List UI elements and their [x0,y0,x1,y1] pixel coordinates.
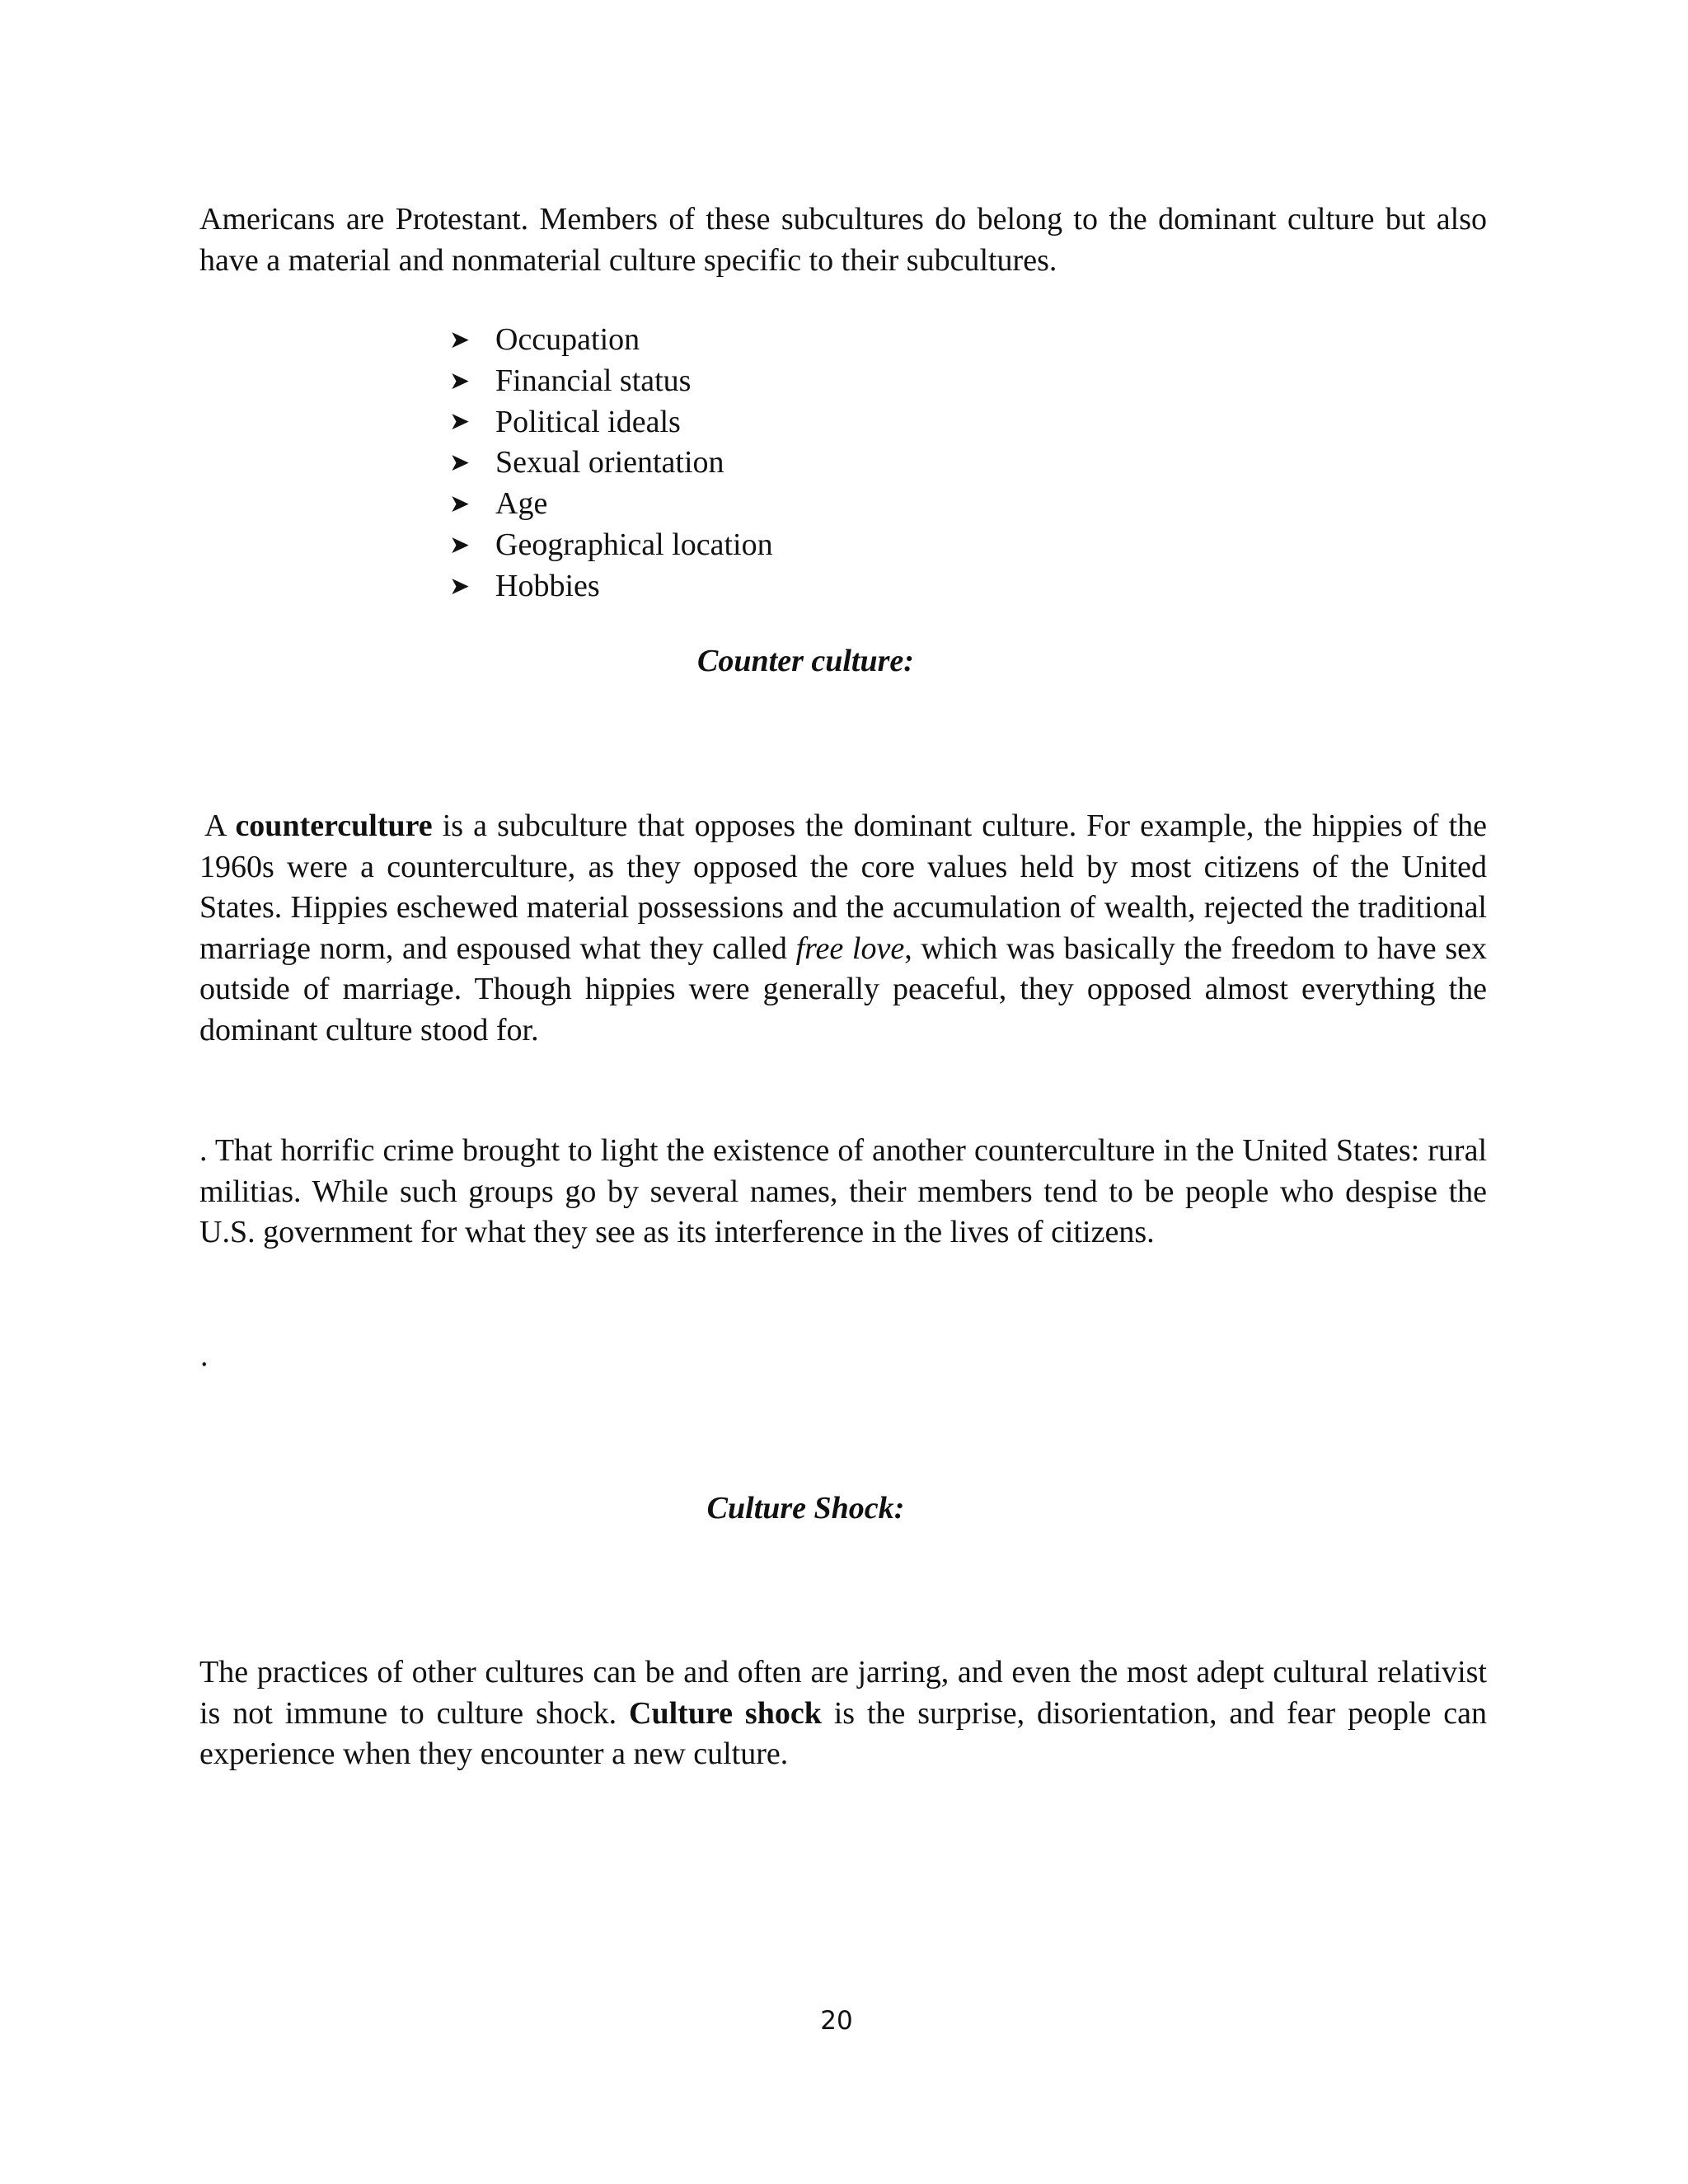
intro-paragraph [199,199,1487,281]
militias-paragraph-text: . That horrific crime brought to light the existence of another counterculture in the United States: rural militias. While such groups go by several names, their members tend to be people who despise the U.S. government for what they see as its interference in the lives of citizens. [199,1133,1487,1249]
intro-paragraph-text: Americans are Protestant. Members of these subcultures do belong to the dominant culture but also have a material and nonmaterial culture specific to their subcultures. [199,202,1487,278]
list-item-label: Occupation [495,322,640,357]
list-item [449,566,773,607]
free-love-emphasis: free love [795,930,905,966]
list-item [449,443,773,484]
culture-shock-heading-colon: : [893,1491,905,1526]
counterculture-text-2: , which was basically the freedom to have sex outside of marriage. Though hippies were generally peaceful, they opposed almost everything the dominant culture stood for. [199,930,1487,1047]
list-item [449,402,773,443]
list-item [449,525,773,566]
arrowhead-bullet-icon: ➤ [449,325,471,354]
list-item-label: Financial status [495,363,692,398]
list-item [449,320,773,361]
page-number: 20 [820,2006,853,2036]
culture-shock-heading-title: Culture Shock [706,1491,894,1526]
list-item-label: Hobbies [495,568,600,603]
counterculture-text-1: is a subculture that opposes the dominant culture. For example, the hippies of the 1960s were a counterculture, as they opposed the core values held by most citizens of the United States. Hippies eschewed material possessions and the accumulation of wealth, rejected the traditional marriage norm, and espoused what they called [199,808,1487,966]
list-item-label: Geographical location [495,527,773,562]
culture-shock-text-1: The practices of other cultures can be and often are jarring, and even the most adept cultural relativist is not immune to culture shock. [199,1655,1487,1731]
list-item-label: Political ideals [495,404,681,439]
list-item [449,484,773,525]
stray-period: . [200,1338,209,1373]
arrowhead-bullet-icon: ➤ [449,571,471,601]
arrowhead-bullet-icon: ➤ [449,407,471,437]
subculture-bullet-list [449,320,773,607]
counterculture-lead: A [204,808,236,843]
arrowhead-bullet-icon: ➤ [449,366,471,396]
list-item-label: Sexual orientation [495,445,724,480]
counter-culture-heading [0,640,1611,682]
arrowhead-bullet-icon: ➤ [449,448,471,478]
counter-culture-heading-title: Counter culture [697,644,904,678]
counter-culture-heading-colon: : [903,644,914,678]
militias-paragraph [199,1131,1487,1254]
arrowhead-bullet-icon: ➤ [449,490,471,519]
list-item-label: Age [495,486,548,522]
culture-shock-paragraph [199,1652,1487,1775]
counterculture-term: counterculture [235,808,433,843]
counterculture-paragraph [199,806,1487,1051]
culture-shock-term: Culture shock [629,1695,822,1731]
culture-shock-text-2: is the surprise, disorientation, and fear people can experience when they encounter a new culture. [199,1695,1487,1771]
list-item [449,361,773,402]
culture-shock-heading [0,1488,1611,1529]
arrowhead-bullet-icon: ➤ [449,530,471,560]
